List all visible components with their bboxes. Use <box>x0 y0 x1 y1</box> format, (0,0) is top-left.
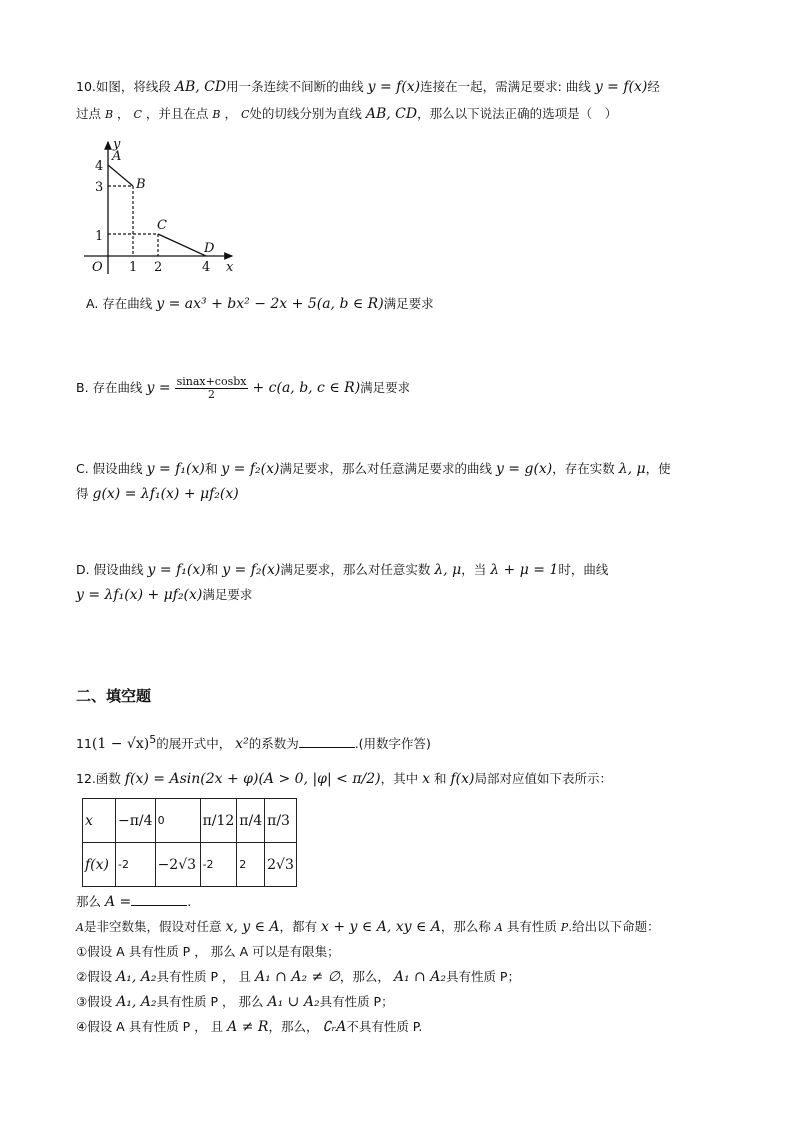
q12-answer-line: 那么 A = . <box>76 894 192 910</box>
q10-line2: 过点 B ， C ，并且在点 B ， C处的切线分别为直线 AB, CD，那么以下说法正确的选项是（ ） <box>76 106 618 122</box>
table-row <box>83 799 297 843</box>
ytick-1: 1 <box>95 229 104 244</box>
table-cell: x <box>83 799 116 843</box>
xtick-2: 2 <box>154 260 163 275</box>
origin-label: O <box>92 260 103 275</box>
table-cell: −2√3 <box>155 843 200 887</box>
q10-option-c-line2: 得 g(x) = λf₁(x) + μf₂(x) <box>76 486 239 502</box>
point-c-label: C <box>157 218 167 233</box>
xtick-4: 4 <box>202 260 211 275</box>
table-cell: π/3 <box>265 799 297 843</box>
q10-option-b: B. 存在曲线 y = $\frac{\text{sinax+cosbx}}{2}$ + c(a, b, c ∈ R)满足要求 <box>76 375 411 401</box>
x-label: x <box>226 260 234 275</box>
q12-statement: 12.函数 f(x) = Asin(2x + φ)(A > 0, |φ| < π/2)，其中 x 和 f(x)局部对应值如下表所示： <box>76 771 612 787</box>
table-cell: π/4 <box>237 799 265 843</box>
ytick-3: 3 <box>95 180 104 195</box>
section-title: 二、填空题 <box>76 687 152 705</box>
table-cell: −π/4 <box>116 799 156 843</box>
table-row <box>83 843 297 887</box>
q12-answer-blank <box>131 893 187 906</box>
q11-answer-blank <box>299 735 355 748</box>
table-cell: f(x) <box>83 843 116 887</box>
point-a-label: A <box>112 149 122 164</box>
q10-option-d-line1: D. 假设曲线 y = f₁(x)和 y = f₂(x)满足要求，那么对任意实数 λ, μ，当 λ + μ = 1时，曲线 <box>76 562 609 578</box>
q13-proposition-2: ②假设 A₁, A₂具有性质 P ， 且 A₁ ∩ A₂ ≠ ∅，那么， A₁ ∩ A₂具有性质 P； <box>76 969 520 985</box>
q10-option-a: A. 存在曲线 y = ax³ + bx² − 2x + 5(a, b ∈ R)满足要求 <box>86 296 434 312</box>
q10-option-d-line2: y = λf₁(x) + μf₂(x)满足要求 <box>76 587 253 603</box>
segment-cd <box>158 234 206 256</box>
xtick-1: 1 <box>129 260 138 275</box>
q11: $11(1 - √x)^5$的展开式中， x²的系数为 .(用数字作答) <box>76 733 431 753</box>
table-cell: 2 <box>237 843 265 887</box>
q12-value-table <box>82 798 297 887</box>
table-cell: -2 <box>200 843 237 887</box>
table-cell: 0 <box>155 799 200 843</box>
segment-ab <box>108 165 133 186</box>
q13-intro: A是非空数集，假设对任意 x, y ∈ A，都有 x + y ∈ A, xy ∈ A，那么称 A 具有性质 P.给出以下命题： <box>76 919 660 935</box>
point-b-label: B <box>136 177 146 192</box>
ytick-4: 4 <box>95 159 104 174</box>
table-cell: -2 <box>116 843 156 887</box>
q13-proposition-1: ①假设 A 具有性质 P ， 那么 A 可以是有限集； <box>76 944 340 959</box>
q13-proposition-3: ③假设 A₁, A₂具有性质 P ， 那么 A₁ ∪ A₂具有性质 P； <box>76 994 394 1010</box>
q10-figure <box>80 134 250 279</box>
y-label: y <box>113 137 121 152</box>
point-d-label: D <box>204 241 215 256</box>
table-cell: π/12 <box>200 799 237 843</box>
q10-line1: 10.如图，将线段 AB, CD用一条连续不间断的曲线 y = f(x)连接在一起，需满足要求: 曲线 y = f(x)经 <box>76 79 660 95</box>
q10-option-c-line1: C. 假设曲线 y = f₁(x)和 y = f₂(x)满足要求，那么对任意满足要求的曲线 y = g(x)，存在实数 λ, μ，使 <box>76 461 671 477</box>
table-cell: 2√3 <box>265 843 297 887</box>
option-b-fraction: $\frac{\text{sinax+cosbx}}{2}$ <box>176 375 247 401</box>
q13-proposition-4: ④假设 A 具有性质 P ， 且 A ≠ R，那么， ∁ᵣA不具有性质 P. <box>76 1019 423 1035</box>
